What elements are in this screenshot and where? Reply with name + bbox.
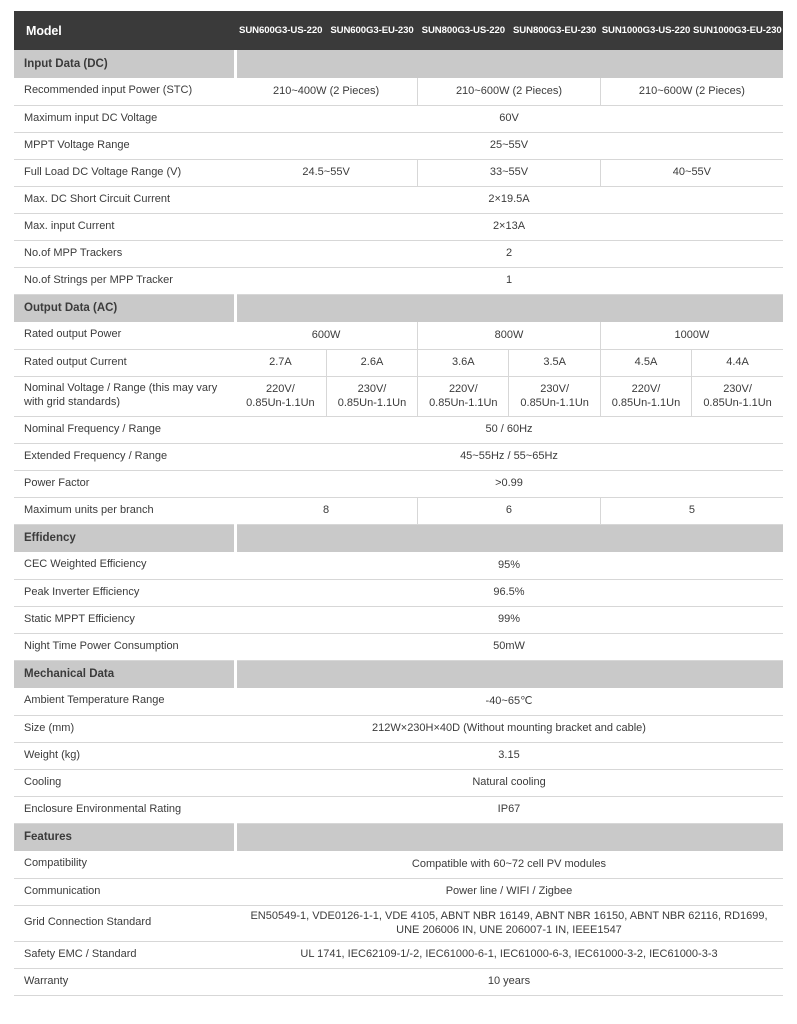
value-line-2: 0.85Un-1.1Un: [246, 397, 315, 409]
row-value: 8: [235, 497, 418, 524]
table-row: [14, 240, 783, 267]
row-value: [235, 376, 326, 416]
table-row: [14, 968, 783, 995]
row-value: Natural cooling: [235, 769, 783, 796]
row-value: 210~400W (2 Pieces): [235, 78, 418, 105]
table-row: [14, 416, 783, 443]
row-label: Nominal Voltage / Range (this may vary with grid standards): [14, 376, 235, 416]
table-header-row: [14, 11, 783, 50]
row-label: Power Factor: [14, 470, 235, 497]
section-band: [235, 660, 783, 688]
table-row: [14, 443, 783, 470]
row-label: Static MPPT Efficiency: [14, 606, 235, 633]
section-title: Features: [14, 823, 235, 851]
row-value: 4.5A: [600, 349, 691, 376]
row-value: [418, 376, 509, 416]
row-value: 99%: [235, 606, 783, 633]
row-value: 6: [418, 497, 601, 524]
row-value: 95%: [235, 552, 783, 579]
row-value: 210~600W (2 Pieces): [418, 78, 601, 105]
header-model-label: Model: [14, 11, 235, 50]
row-label: Recommended input Power (STC): [14, 78, 235, 105]
section-header-row: [14, 50, 783, 78]
section-header-row: [14, 660, 783, 688]
row-label: Communication: [14, 878, 235, 905]
row-value: 1000W: [600, 322, 783, 349]
row-label: MPPT Voltage Range: [14, 132, 235, 159]
row-value: Power line / WIFI / Zigbee: [235, 878, 783, 905]
value-line-1: 220V/: [266, 382, 295, 395]
row-label: No.of MPP Trackers: [14, 240, 235, 267]
row-value: 2: [235, 240, 783, 267]
row-value: [509, 376, 600, 416]
specification-table: [14, 11, 783, 996]
row-label: Cooling: [14, 769, 235, 796]
section-title: Output Data (AC): [14, 294, 235, 322]
row-label: Warranty: [14, 968, 235, 995]
row-value: 5: [600, 497, 783, 524]
row-label: Max. DC Short Circuit Current: [14, 186, 235, 213]
row-label: Rated output Power: [14, 322, 235, 349]
row-value: 10 years: [235, 968, 783, 995]
row-value: [692, 376, 783, 416]
section-band: [235, 524, 783, 552]
value-line-1: 230V/: [540, 382, 570, 395]
row-label: Grid Connection Standard: [14, 905, 235, 941]
table-row: [14, 606, 783, 633]
row-value: UL 1741, IEC62109-1/-2, IEC61000-6-1, IEC61000-6-3, IEC61000-3-2, IEC61000-3-3: [235, 941, 783, 968]
table-body: [14, 11, 783, 995]
header-model-4: SUN800G3-EU-230: [509, 11, 600, 50]
row-value: 40~55V: [600, 159, 783, 186]
row-label: Peak Inverter Efficiency: [14, 579, 235, 606]
row-label: CEC Weighted Efficiency: [14, 552, 235, 579]
row-label: No.of Strings per MPP Tracker: [14, 267, 235, 294]
row-value: 50mW: [235, 633, 783, 660]
table-row: [14, 78, 783, 105]
value-line-2: 0.85Un-1.1Un: [611, 397, 681, 409]
value-line-1: 230V/: [723, 382, 752, 395]
table-row: [14, 376, 783, 416]
section-band: [235, 50, 783, 78]
table-row: [14, 878, 783, 905]
table-row: [14, 267, 783, 294]
value-line-1: 220V/: [631, 382, 661, 395]
section-header-row: [14, 294, 783, 322]
table-row: [14, 470, 783, 497]
row-label: Full Load DC Voltage Range (V): [14, 159, 235, 186]
row-label: Enclosure Environmental Rating: [14, 796, 235, 823]
row-label: Safety EMC / Standard: [14, 941, 235, 968]
row-label: Rated output Current: [14, 349, 235, 376]
value-line-2: 0.85Un-1.1Un: [520, 397, 589, 409]
section-title: Input Data (DC): [14, 50, 235, 78]
row-value: 50 / 60Hz: [235, 416, 783, 443]
section-band: [235, 294, 783, 322]
row-label: Size (mm): [14, 715, 235, 742]
section-title: Mechanical Data: [14, 660, 235, 688]
row-value: >0.99: [235, 470, 783, 497]
section-title: Effidency: [14, 524, 235, 552]
value-line-1: 230V/: [357, 382, 387, 395]
row-value: [600, 376, 691, 416]
section-header-row: [14, 823, 783, 851]
row-value: 2×13A: [235, 213, 783, 240]
value-line-2: 0.85Un-1.1Un: [429, 397, 498, 409]
row-value: 3.15: [235, 742, 783, 769]
row-value: 60V: [235, 105, 783, 132]
table-row: [14, 322, 783, 349]
header-model-3: SUN800G3-US-220: [418, 11, 509, 50]
row-value: IP67: [235, 796, 783, 823]
row-value: 2×19.5A: [235, 186, 783, 213]
row-label: Ambient Temperature Range: [14, 688, 235, 715]
table-row: [14, 349, 783, 376]
row-value: 212W×230H×40D (Without mounting bracket and cable): [235, 715, 783, 742]
row-value: -40~65℃: [235, 688, 783, 715]
header-model-1: SUN600G3-US-220: [235, 11, 326, 50]
table-row: [14, 715, 783, 742]
row-label: Maximum units per branch: [14, 497, 235, 524]
table-row: [14, 633, 783, 660]
row-label: Night Time Power Consumption: [14, 633, 235, 660]
row-value: 3.6A: [418, 349, 509, 376]
table-row: [14, 213, 783, 240]
header-model-6: SUN1000G3-EU-230: [692, 11, 783, 50]
row-value: 45~55Hz / 55~65Hz: [235, 443, 783, 470]
row-value: 96.5%: [235, 579, 783, 606]
row-value: [326, 376, 417, 416]
table-row: [14, 105, 783, 132]
table-row: [14, 132, 783, 159]
row-value: 25~55V: [235, 132, 783, 159]
table-row: [14, 552, 783, 579]
table-row: [14, 688, 783, 715]
row-label: Extended Frequency / Range: [14, 443, 235, 470]
table-row: [14, 742, 783, 769]
row-value: 210~600W (2 Pieces): [600, 78, 783, 105]
row-label: Weight (kg): [14, 742, 235, 769]
row-value: 2.7A: [235, 349, 326, 376]
table-row: [14, 941, 783, 968]
table-row: [14, 769, 783, 796]
table-row: [14, 851, 783, 878]
row-label: Maximum input DC Voltage: [14, 105, 235, 132]
row-value: 2.6A: [326, 349, 417, 376]
row-value: 800W: [418, 322, 601, 349]
row-value: 600W: [235, 322, 418, 349]
row-label: Compatibility: [14, 851, 235, 878]
table-row: [14, 186, 783, 213]
value-line-1: 220V/: [448, 382, 478, 395]
table-row: [14, 497, 783, 524]
table-row: [14, 579, 783, 606]
row-value: 1: [235, 267, 783, 294]
header-model-2: SUN600G3-EU-230: [326, 11, 417, 50]
row-label: Max. input Current: [14, 213, 235, 240]
table-row: [14, 905, 783, 941]
row-value: Compatible with 60~72 cell PV modules: [235, 851, 783, 878]
table-row: [14, 796, 783, 823]
value-line-2: 0.85Un-1.1Un: [337, 397, 407, 409]
section-header-row: [14, 524, 783, 552]
section-band: [235, 823, 783, 851]
row-value: 3.5A: [509, 349, 600, 376]
row-label: Nominal Frequency / Range: [14, 416, 235, 443]
value-line-2: 0.85Un-1.1Un: [703, 397, 772, 409]
row-value: 24.5~55V: [235, 159, 418, 186]
row-value: 33~55V: [418, 159, 601, 186]
row-value: 4.4A: [692, 349, 783, 376]
table-row: [14, 159, 783, 186]
row-value: EN50549-1, VDE0126-1-1, VDE 4105, ABNT NBR 16149, ABNT NBR 16150, ABNT NBR 62116, RD1699, UNE 206006 IN, UNE 206007-1 IN, IEEE1547: [235, 905, 783, 941]
header-model-5: SUN1000G3-US-220: [600, 11, 691, 50]
